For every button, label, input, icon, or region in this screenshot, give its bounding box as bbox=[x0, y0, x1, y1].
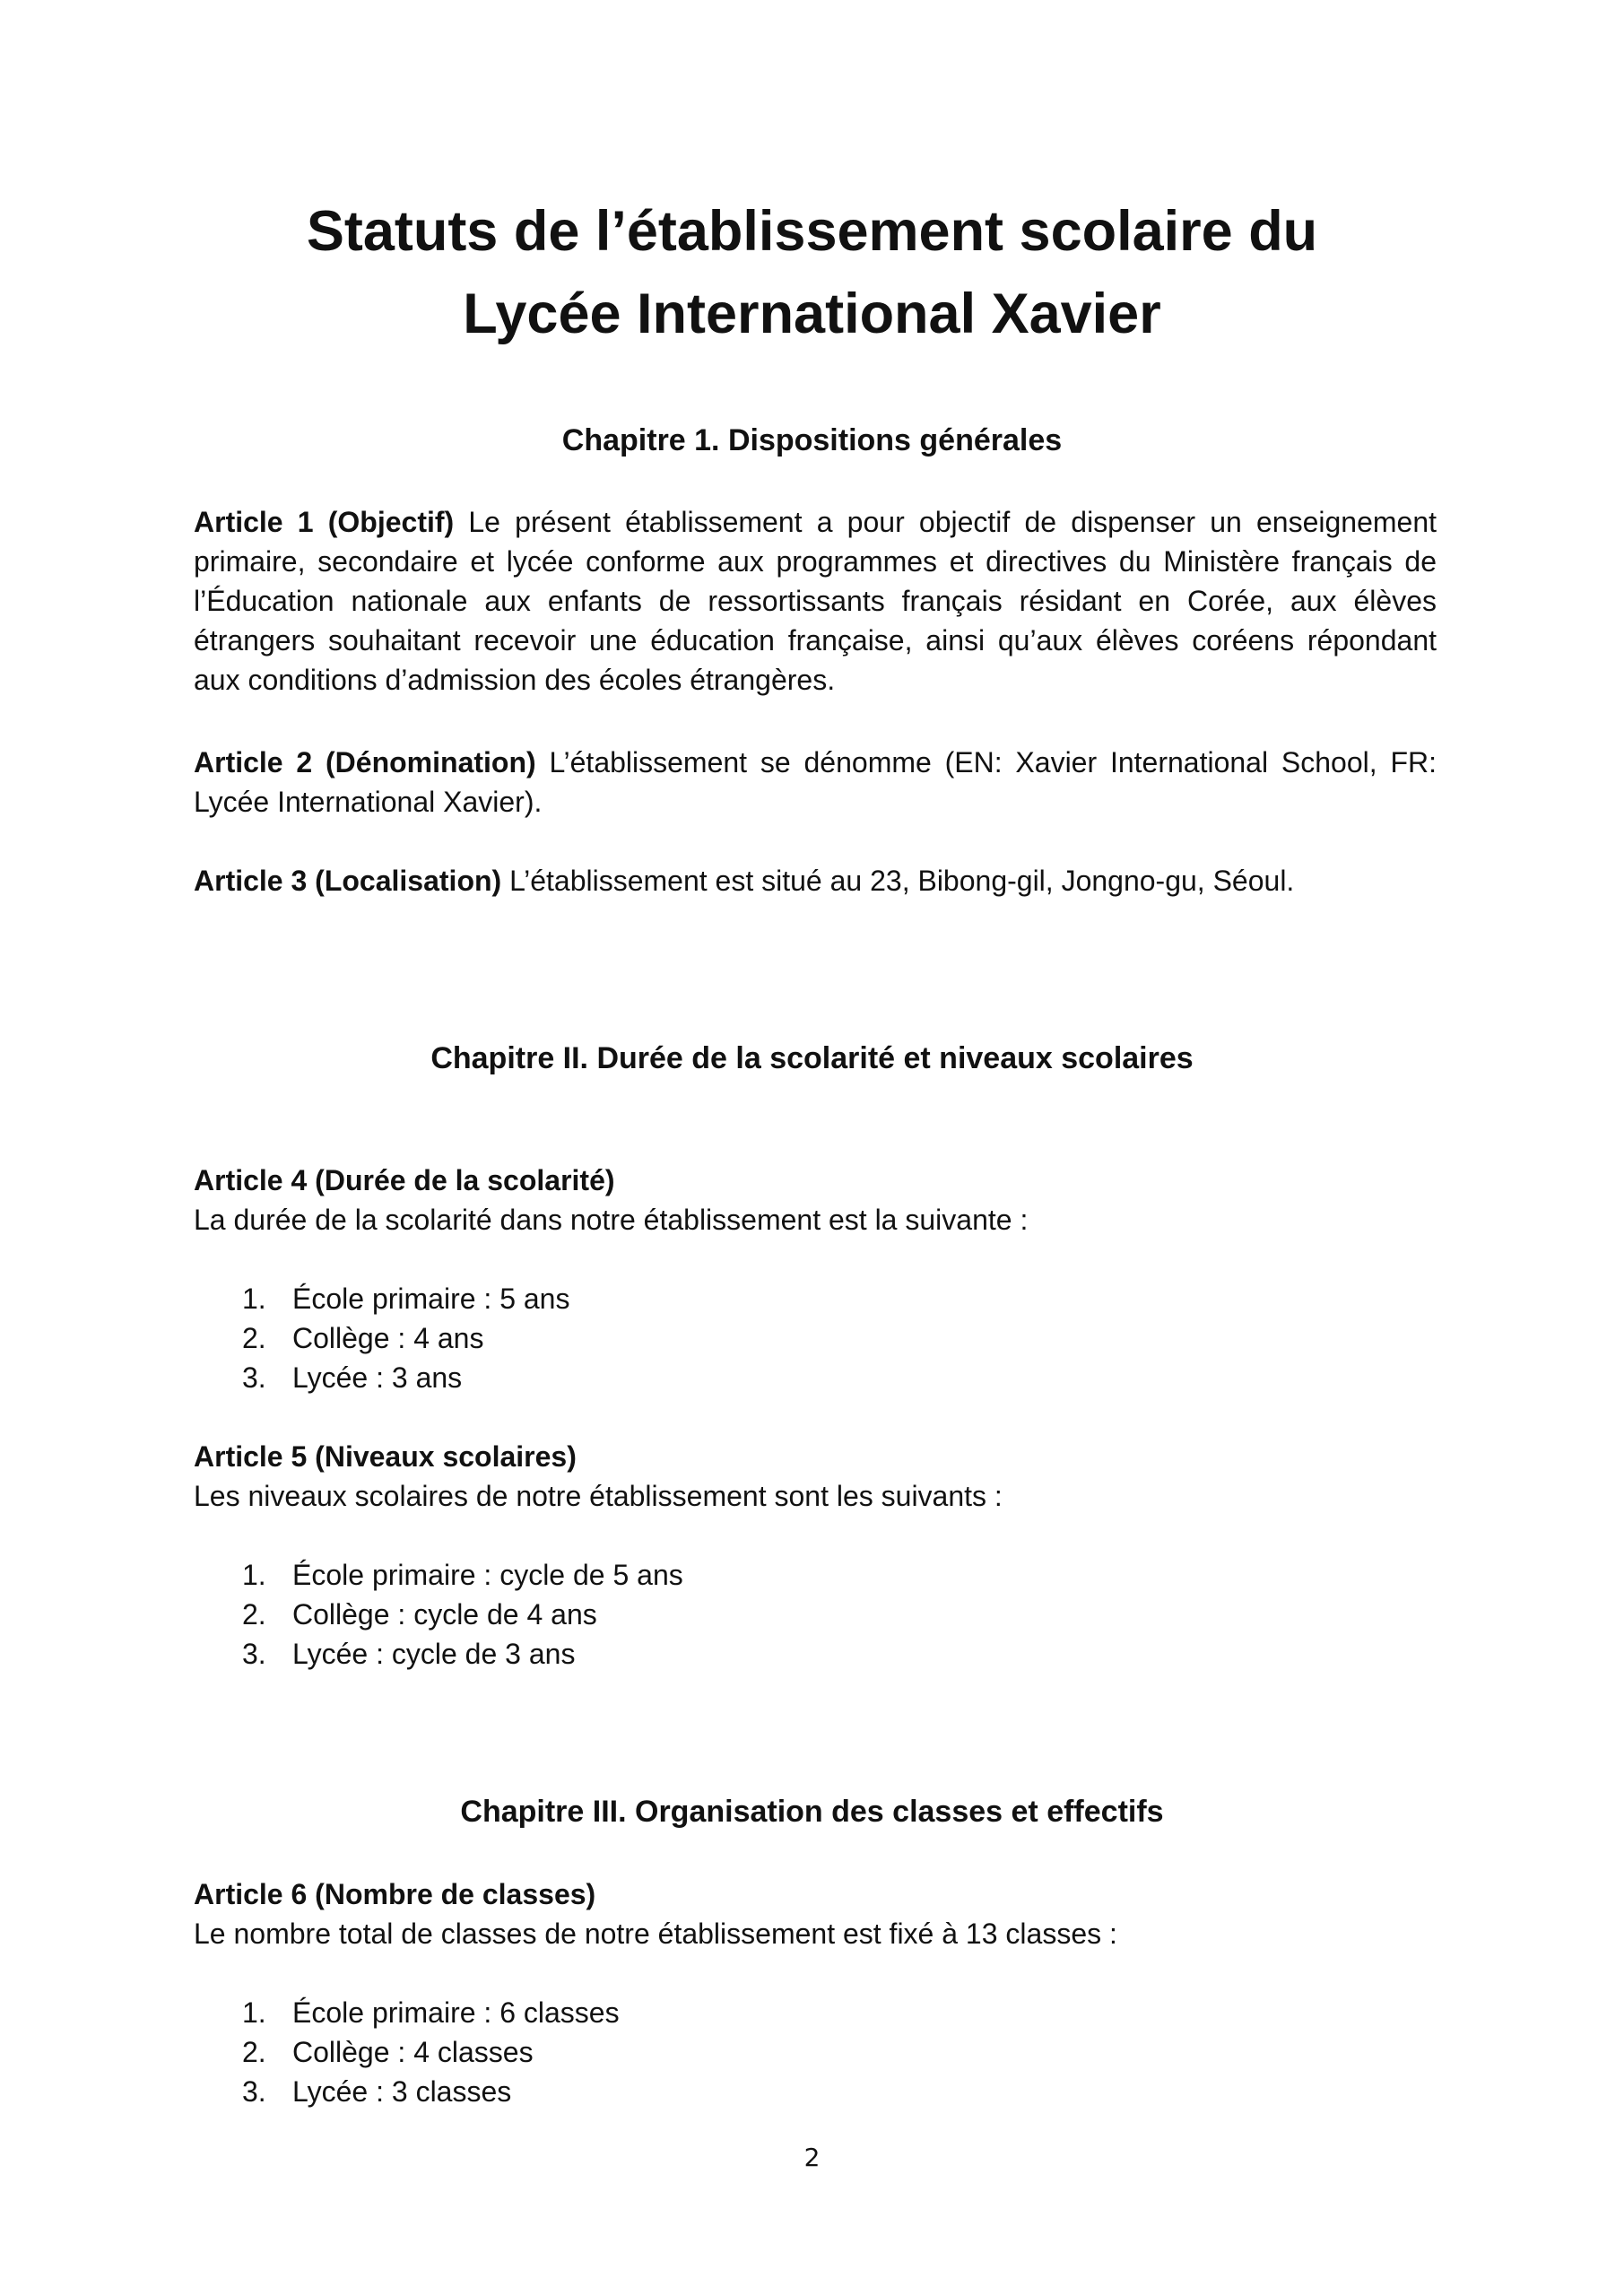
list-item bbox=[242, 1634, 1318, 1674]
list-item bbox=[242, 1358, 1318, 1397]
list-item-text: Lycée : 3 classes bbox=[292, 2075, 512, 2108]
list-item bbox=[242, 1279, 1318, 1318]
article-5-intro: Les niveaux scolaires de notre établissement sont les suivants : bbox=[194, 1480, 1003, 1512]
article-3-text: L’établissement est situé au 23, Bibong-gil, Jongno-gu, Séoul. bbox=[501, 865, 1295, 897]
article-5-list bbox=[242, 1555, 1318, 1674]
article-6-label: Article 6 (Nombre de classes) bbox=[194, 1878, 596, 1910]
chapter-3-heading: Chapitre III. Organisation des classes et effectifs bbox=[460, 1795, 1164, 1829]
article-1 bbox=[194, 502, 1437, 700]
list-item-number: 2. bbox=[242, 2036, 266, 2068]
list-item-text: École primaire : 5 ans bbox=[292, 1283, 570, 1315]
article-1-label: Article 1 (Objectif) bbox=[194, 506, 455, 538]
article-2 bbox=[194, 743, 1437, 822]
list-item bbox=[242, 2032, 1318, 2072]
article-3 bbox=[194, 861, 1437, 900]
title-line-2: Lycée International Xavier bbox=[463, 283, 1161, 345]
article-5-label: Article 5 (Niveaux scolaires) bbox=[194, 1440, 577, 1473]
page-title bbox=[0, 190, 1624, 355]
list-item-text: École primaire : 6 classes bbox=[292, 1996, 620, 2029]
list-item-number: 1. bbox=[242, 1283, 266, 1315]
list-item-text: Collège : cycle de 4 ans bbox=[292, 1598, 597, 1631]
list-item bbox=[242, 1555, 1318, 1595]
list-item-text: Lycée : 3 ans bbox=[292, 1361, 463, 1394]
page-number: 2 bbox=[803, 2143, 821, 2172]
list-item-text: Collège : 4 ans bbox=[292, 1322, 484, 1354]
article-3-label: Article 3 (Localisation) bbox=[194, 865, 502, 897]
article-6-intro: Le nombre total de classes de notre établissement est fixé à 13 classes : bbox=[194, 1918, 1117, 1950]
article-2-label: Article 2 (Dénomination) bbox=[194, 746, 536, 778]
list-item-number: 3. bbox=[242, 1361, 266, 1394]
article-2-text: L’établissement se dénomme (EN: Xavier International School, FR: Lycée International Xavier). bbox=[194, 746, 1437, 818]
chapter-1-heading: Chapitre 1. Dispositions générales bbox=[561, 423, 1063, 457]
list-item-text: École primaire : cycle de 5 ans bbox=[292, 1559, 683, 1591]
title-line-1: Statuts de l’établissement scolaire du bbox=[306, 200, 1318, 263]
list-item bbox=[242, 1993, 1318, 2032]
list-item-number: 3. bbox=[242, 1638, 266, 1670]
article-6-list bbox=[242, 1993, 1318, 2111]
article-4-list bbox=[242, 1279, 1318, 1397]
list-item-text: Collège : 4 classes bbox=[292, 2036, 534, 2068]
list-item-number: 2. bbox=[242, 1598, 266, 1631]
list-item bbox=[242, 1318, 1318, 1358]
list-item-number: 1. bbox=[242, 1996, 266, 2029]
article-4-intro: La durée de la scolarité dans notre établissement est la suivante : bbox=[194, 1204, 1029, 1236]
list-item-text: Lycée : cycle de 3 ans bbox=[292, 1638, 576, 1670]
list-item-number: 1. bbox=[242, 1559, 266, 1591]
article-4-label: Article 4 (Durée de la scolarité) bbox=[194, 1164, 615, 1196]
list-item-number: 2. bbox=[242, 1322, 266, 1354]
list-item bbox=[242, 2072, 1318, 2111]
list-item bbox=[242, 1595, 1318, 1634]
chapter-2-heading: Chapitre II. Durée de la scolarité et niveaux scolaires bbox=[430, 1041, 1194, 1075]
article-1-text: Le présent établissement a pour objectif de dispenser un enseignement primaire, secondaire et lycée conforme aux programmes et directives du Ministère français de l’Éducation nationale aux enfants de ressortissants français résidant en Corée, aux élèves étrangers souhaitant recevoir une éducation française, ainsi qu’aux élèves coréens répondant aux conditions d’admission des écoles étrangères. bbox=[194, 506, 1437, 696]
list-item-number: 3. bbox=[242, 2075, 266, 2108]
